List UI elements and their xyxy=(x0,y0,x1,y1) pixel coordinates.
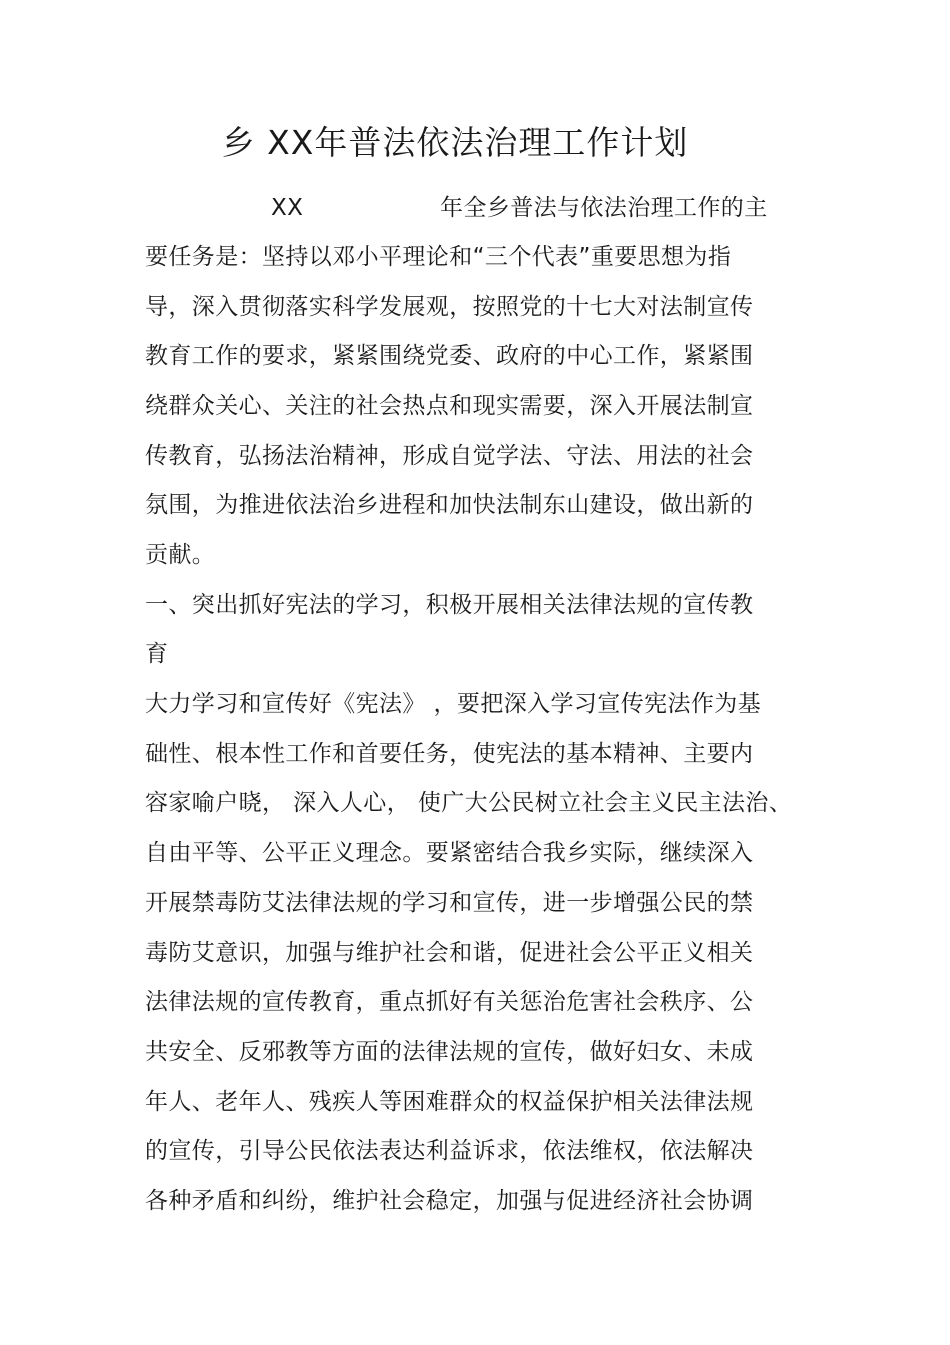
body-line: 容家喻户晓， 深入人心， 使广大公民树立社会主义民主法治、 xyxy=(145,790,793,816)
body-line: 导，深入贯彻落实科学发展观，按照党的十七大对法制宣传 xyxy=(145,294,754,320)
body-line: 的宣传，引导公民依法表达利益诉求，依法维权，依法解决 xyxy=(145,1138,754,1164)
body-line: 绕群众关心、关注的社会热点和现实需要，深入开展法制宣 xyxy=(145,393,754,419)
body-line: 毒防艾意识，加强与维护社会和谐，促进社会公平正义相关 xyxy=(145,940,754,966)
body-line: 自由平等、公平正义理念。要紧密结合我乡实际，继续深入 xyxy=(145,840,754,866)
body-line: 教育工作的要求，紧紧围绕党委、政府的中心工作，紧紧围 xyxy=(145,343,754,369)
body-line: 开展禁毒防艾法律法规的学习和宣传，进一步增强公民的禁 xyxy=(145,890,754,916)
body-line: 共安全、反邪教等方面的法律法规的宣传，做好妇女、未成 xyxy=(145,1039,754,1065)
body-line: 要任务是：坚持以邓小平理论和“三个代表”重要思想为指 xyxy=(145,244,732,270)
intro-year-placeholder: XX xyxy=(271,195,304,221)
body-line: 贡献。 xyxy=(145,542,216,568)
body-line: 氛围，为推进依法治乡进程和加快法制东山建设，做出新的 xyxy=(145,492,754,518)
intro-first-text: 年全乡普法与依法治理工作的主 xyxy=(440,195,768,221)
body-line: 法律法规的宣传教育，重点抓好有关惩治危害社会秩序、公 xyxy=(145,989,754,1015)
body-line: 大力学习和宣传好《宪法》 ，要把深入学习宣传宪法作为基 xyxy=(145,691,762,717)
body-line: 传教育，弘扬法治精神，形成自觉学法、守法、用法的社会 xyxy=(145,443,754,469)
body-line: 各种矛盾和纠纷，维护社会稳定，加强与促进经济社会协调 xyxy=(145,1188,754,1214)
section-heading-1: 一、突出抓好宪法的学习，积极开展相关法律法规的宣传教 xyxy=(145,592,754,618)
section-heading-1-cont: 育 xyxy=(145,641,169,667)
body-line: 年人、老年人、残疾人等困难群众的权益保护相关法律法规 xyxy=(145,1089,754,1115)
body-line: 础性、根本性工作和首要任务，使宪法的基本精神、主要内 xyxy=(145,741,754,767)
document-title: 乡 XX年普法依法治理工作计划 xyxy=(221,123,689,162)
